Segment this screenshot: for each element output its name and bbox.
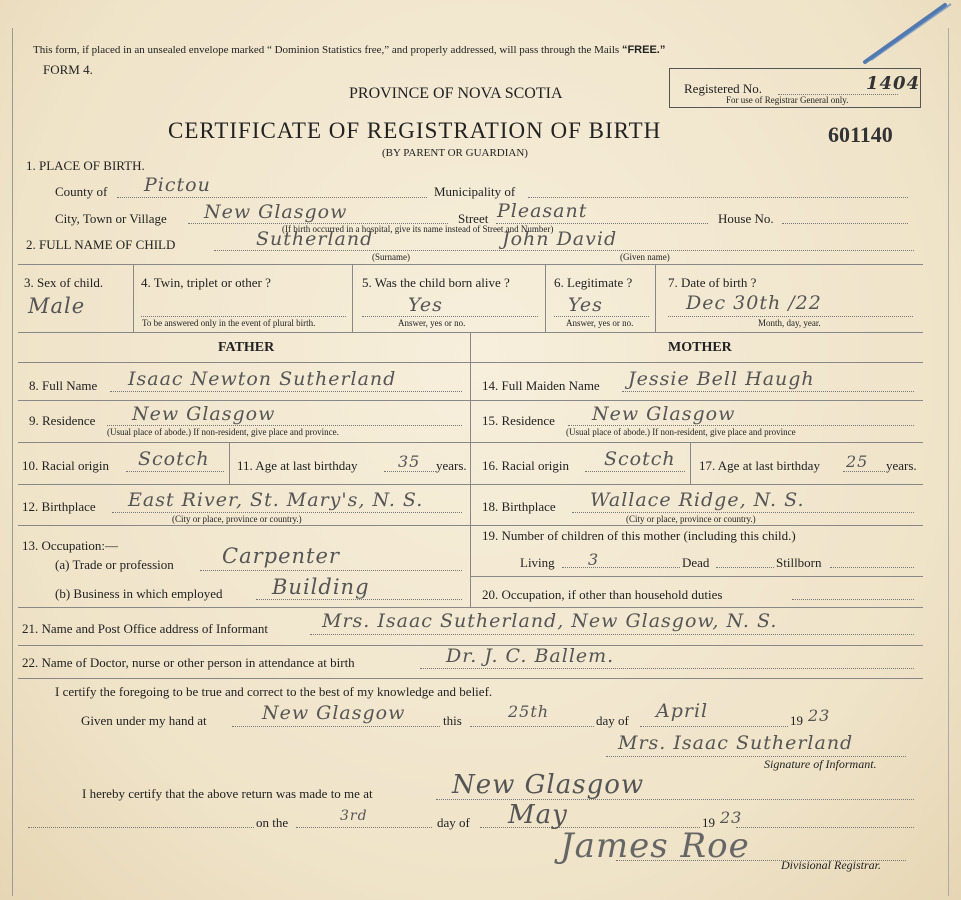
certify-text: I certify the foregoing to be true and correct to the best of my knowledge and belief. (55, 684, 493, 699)
registrar-month-value: May (508, 800, 568, 830)
child-surname: Sutherland (256, 228, 374, 250)
father-birthplace-label: 12. Birthplace (22, 499, 96, 514)
occupation-label: 13. Occupation:— (22, 538, 119, 553)
informant-value: Mrs. Isaac Sutherland, New Glasgow, N. S. (322, 610, 778, 632)
surname-note: (Surname) (372, 252, 410, 262)
father-residence-value: New Glasgow (132, 403, 276, 425)
father-residence-label: 9. Residence (29, 413, 96, 428)
mother-age-value: 25 (846, 452, 869, 471)
mother-racial-value: Scotch (604, 448, 676, 470)
registrar-on-the-label: on the (256, 815, 289, 830)
informant-label: 21. Name and Post Office address of Informant (22, 621, 268, 636)
municipality-label: Municipality of (434, 184, 516, 199)
city-label: City, Town or Village (55, 211, 167, 226)
mother-occupation-label: 20. Occupation, if other than household duties (482, 587, 723, 602)
registered-box (669, 68, 921, 108)
registrar-use-note: For use of Registrar General only. (726, 95, 849, 105)
father-birthplace-value: East River, St. Mary's, N. S. (128, 489, 424, 511)
certificate-number: 601140 (828, 122, 893, 147)
child-given-name: John David (502, 228, 618, 250)
certificate-subtitle: (BY PARENT OR GUARDIAN) (382, 147, 528, 159)
mother-residence-value: New Glasgow (592, 403, 736, 425)
father-age-label: 11. Age at last birthday (237, 458, 358, 473)
trade-value: Carpenter (222, 544, 340, 568)
informant-signature-label: Signature of Informant. (764, 757, 877, 771)
twin-note: To be answered only in the event of plural birth. (142, 318, 316, 328)
certify-month-value: April (656, 700, 709, 722)
certificate-title: CERTIFICATE OF REGISTRATION OF BIRTH (168, 118, 662, 143)
certify-year-prefix: 19 (790, 713, 803, 728)
registrar-signature-label: Divisional Registrar. (781, 858, 882, 872)
given-under-label: Given under my hand at (81, 713, 207, 728)
mother-name-value: Jessie Bell Haugh (628, 368, 815, 390)
father-racial-label: 10. Racial origin (22, 458, 110, 473)
alive-note: Answer, yes or no. (398, 318, 466, 328)
mother-birthplace-label: 18. Birthplace (482, 499, 556, 514)
street-label: Street (458, 211, 489, 226)
registrar-place-value: New Glasgow (452, 770, 645, 800)
mother-heading: MOTHER (668, 340, 732, 355)
mother-birthplace-note: (City or place, province or country.) (626, 514, 756, 524)
trade-label: (a) Trade or profession (55, 557, 174, 572)
place-heading: 1. PLACE OF BIRTH. (26, 158, 145, 173)
father-heading: FATHER (218, 340, 275, 355)
legitimate-note: Answer, yes or no. (566, 318, 634, 328)
legitimate-label: 6. Legitimate ? (554, 275, 633, 290)
right-border (948, 28, 949, 896)
doctor-label: 22. Name of Doctor, nurse or other person in attendance at birth (22, 655, 355, 670)
given-name-note: (Given name) (620, 252, 670, 262)
father-birthplace-note: (City or place, province or country.) (172, 514, 302, 524)
business-value: Building (272, 575, 370, 599)
dob-note: Month, day, year. (758, 318, 821, 328)
alive-value: Yes (408, 294, 443, 316)
county-label: County of (55, 184, 108, 199)
certify-year-value: 23 (808, 706, 831, 725)
living-label: Living (520, 555, 555, 570)
father-age-value: 35 (398, 452, 421, 471)
mail-notice: This form, if placed in an unsealed envelope marked “ Dominion Statistics free,” and properly addressed, will pass through the Mails “FREE.” (33, 44, 666, 56)
father-years: years. (436, 458, 467, 473)
dob-label: 7. Date of birth ? (668, 275, 757, 290)
sex-label: 3. Sex of child. (24, 275, 104, 290)
father-racial-value: Scotch (138, 448, 210, 470)
left-border (12, 28, 13, 896)
registered-label: Registered No. (684, 81, 762, 96)
registrar-year-prefix: 19 (702, 815, 715, 830)
mother-residence-note: (Usual place of abode.) If non-resident, give place and province (566, 427, 796, 437)
mother-age-label: 17. Age at last birthday (699, 458, 820, 473)
blue-pencil-mark (855, 0, 961, 70)
this-label: this (443, 713, 462, 728)
father-residence-note: (Usual place of abode.) If non-resident, give place and province. (107, 427, 339, 437)
father-name-value: Isaac Newton Sutherland (128, 368, 397, 390)
father-name-label: 8. Full Name (29, 378, 98, 393)
registered-value: 1404 (866, 73, 921, 94)
hospital-note: (If birth occurred in a hospital, give its name instead of Street and Number) (282, 224, 554, 234)
twin-label: 4. Twin, triplet or other ? (141, 275, 271, 290)
certify-day-value: 25th (508, 702, 550, 721)
registrar-day-value: 3rd (340, 808, 368, 824)
dead-label: Dead (682, 555, 710, 570)
dob-value: Dec 30th /22 (686, 292, 822, 314)
city-value: New Glasgow (204, 201, 348, 223)
street-value: Pleasant (497, 200, 588, 222)
house-label: House No. (718, 211, 774, 226)
form-number: FORM 4. (43, 62, 93, 77)
mother-residence-label: 15. Residence (482, 413, 555, 428)
living-value: 3 (588, 550, 600, 569)
registrar-day-of-label: day of (437, 815, 470, 830)
certify-day-of-label: day of (596, 713, 629, 728)
province-heading: PROVINCE OF NOVA SCOTIA (349, 85, 563, 102)
registrar-year-value: 23 (720, 808, 743, 827)
child-name-label: 2. FULL NAME OF CHILD (26, 237, 176, 252)
mother-name-label: 14. Full Maiden Name (482, 378, 600, 393)
given-place-value: New Glasgow (262, 702, 406, 724)
stillborn-label: Stillborn (776, 555, 822, 570)
registrar-certify-text: I hereby certify that the above return was made to me at (82, 786, 373, 801)
registrar-signature: James Roe (560, 826, 750, 866)
mother-years: years. (886, 458, 917, 473)
informant-signature: Mrs. Isaac Sutherland (618, 732, 854, 754)
alive-label: 5. Was the child born alive ? (362, 275, 510, 290)
business-label: (b) Business in which employed (55, 586, 223, 601)
mother-birthplace-value: Wallace Ridge, N. S. (590, 489, 805, 511)
doctor-value: Dr. J. C. Ballem. (446, 645, 615, 667)
mother-racial-label: 16. Racial origin (482, 458, 570, 473)
county-value: Pictou (144, 174, 211, 196)
legitimate-value: Yes (568, 294, 603, 316)
children-count-label: 19. Number of children of this mother (including this child.) (482, 528, 796, 543)
sex-value: Male (28, 294, 86, 318)
